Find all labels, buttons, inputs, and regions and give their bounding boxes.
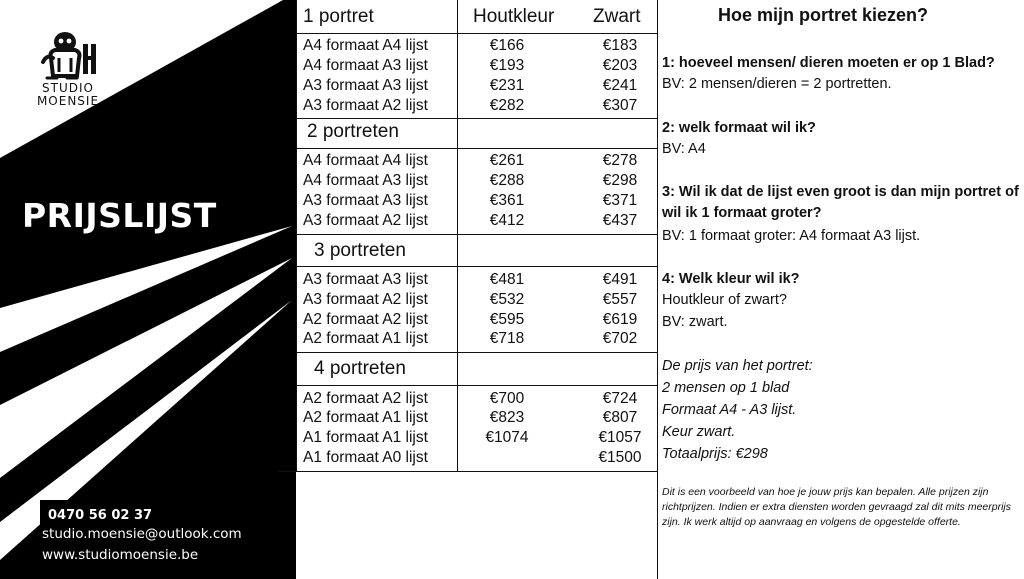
row-format: A3 formaat A3 lijst [303,192,428,209]
row-price-houtkleur: €193 [489,57,525,74]
row-price-zwart: €702 [602,330,638,347]
table-row [296,192,658,212]
table-row [296,330,658,350]
group-title: 3 portreten [314,240,406,261]
table-row [296,212,658,232]
table-row [296,409,658,429]
row-price-houtkleur: €700 [489,390,525,407]
row-format: A2 formaat A2 lijst [303,390,428,407]
row-price-zwart: €491 [602,271,638,288]
example-line: Formaat A4 - A3 lijst. [662,402,797,418]
example-line: Keur zwart. [662,424,736,440]
price-table [296,0,658,579]
logo-wordmark [28,82,108,108]
row-price-zwart: €203 [602,57,638,74]
row-price-zwart: €1500 [598,449,642,466]
row-format: A2 formaat A1 lijst [303,409,428,426]
table-rule [296,234,658,235]
row-price-houtkleur: €361 [489,192,525,209]
question-2: 2: welk formaat wil ik? [662,120,816,136]
row-price-houtkleur: €412 [489,212,525,229]
row-price-zwart: €307 [602,97,638,114]
row-price-zwart: €278 [602,152,638,169]
row-price-houtkleur: €1074 [485,429,529,446]
email-link[interactable]: studio.moensie@outlook.com [42,526,242,542]
row-format: A3 formaat A3 lijst [303,77,428,94]
answer-4-line-2: BV: zwart. [662,314,728,330]
row-price-houtkleur: €595 [489,311,525,328]
row-price-houtkleur: €166 [489,37,525,54]
website-link[interactable]: www.studiomoensie.be [42,547,199,563]
row-price-houtkleur: €481 [489,271,525,288]
row-format: A3 formaat A2 lijst [303,97,428,114]
table-row [296,271,658,291]
table-row [296,291,658,311]
row-price-zwart: €371 [602,192,638,209]
table-row [296,429,658,449]
studio-logo [28,28,108,108]
row-price-zwart: €557 [602,291,638,308]
answer-4-line-1: Houtkleur of zwart? [662,292,787,308]
question-3: 3: Wil ik dat de lijst even groot is dan mijn portret of wil ik 1 formaat groter? [662,184,1019,221]
table-rule [296,266,658,267]
table-row [296,152,658,172]
row-price-zwart: €437 [602,212,638,229]
example-line: 2 mensen op 1 blad [662,380,790,396]
answer-1: BV: 2 mensen/dieren = 2 portretten. [662,76,892,92]
row-format: A3 formaat A2 lijst [303,212,428,229]
row-price-zwart: €807 [602,409,638,426]
group-title: 1 portret [303,6,374,27]
row-format: A4 formaat A3 lijst [303,57,428,74]
row-price-houtkleur: €231 [489,77,525,94]
answer-2: BV: A4 [662,141,706,157]
phone-number[interactable]: 0470 56 02 37 [40,500,160,527]
example-total: Totaalprijs: €298 [662,446,768,462]
table-rule [296,118,658,119]
row-format: A1 formaat A0 lijst [303,449,428,466]
table-rule [296,385,658,386]
table-row [296,390,658,410]
info-heading: Hoe mijn portret kiezen? [718,5,929,25]
table-row [296,311,658,331]
table-row [296,172,658,192]
row-price-zwart: €1057 [598,429,642,446]
row-price-zwart: €619 [602,311,638,328]
answer-3: BV: 1 formaat groter: A4 formaat A3 lijst. [662,228,921,244]
row-price-houtkleur: €532 [489,291,525,308]
row-format: A1 formaat A1 lijst [303,429,428,446]
row-price-houtkleur: €288 [489,172,525,189]
table-row [296,37,658,57]
row-price-houtkleur: €261 [489,152,525,169]
penguin-logo-icon [37,28,99,82]
row-price-zwart: €298 [602,172,638,189]
question-4: 4: Welk kleur wil ik? [662,271,800,287]
table-row [296,449,658,469]
group-title: 4 portreten [314,358,406,379]
group-title: 2 portreten [307,121,399,142]
row-price-houtkleur: €282 [489,97,525,114]
question-1: 1: hoeveel mensen/ dieren moeten er op 1 Blad? [662,55,995,71]
disclaimer-note: Dit is een voorbeeld van hoe je jouw prijs kan bepalen. Alle prijzen zijn richtprijzen. Indien er extra diensten worden gevraagd zal dit mits meerprijs zijn. Ik werk altijd op aanvraag en volgens de opgestelde offerte. [662,486,1011,528]
column-header-zwart: Zwart [593,6,641,27]
logo-line-1: STUDIO [42,81,94,95]
table-rule [296,352,658,353]
row-format: A3 formaat A2 lijst [303,291,428,308]
page-title: PRIJSLIJST [22,196,217,235]
row-format: A3 formaat A3 lijst [303,271,428,288]
logo-line-2: MOENSIE [36,94,100,108]
row-format: A2 formaat A1 lijst [303,330,428,347]
brand-panel [0,0,296,579]
table-rule-bottom [278,471,658,472]
row-format: A4 formaat A4 lijst [303,37,428,54]
table-row [296,57,658,77]
column-header-houtkleur: Houtkleur [473,6,555,27]
table-rule [296,148,658,149]
row-price-houtkleur: €718 [489,330,525,347]
table-rule [296,33,658,34]
row-format: A4 formaat A3 lijst [303,172,428,189]
row-price-zwart: €241 [602,77,638,94]
table-row [296,97,658,117]
row-format: A2 formaat A2 lijst [303,311,428,328]
row-price-zwart: €724 [602,390,638,407]
table-row [296,77,658,97]
row-format: A4 formaat A4 lijst [303,152,428,169]
row-price-houtkleur: €823 [489,409,525,426]
example-line: De prijs van het portret: [662,358,813,374]
row-price-zwart: €183 [602,37,638,54]
